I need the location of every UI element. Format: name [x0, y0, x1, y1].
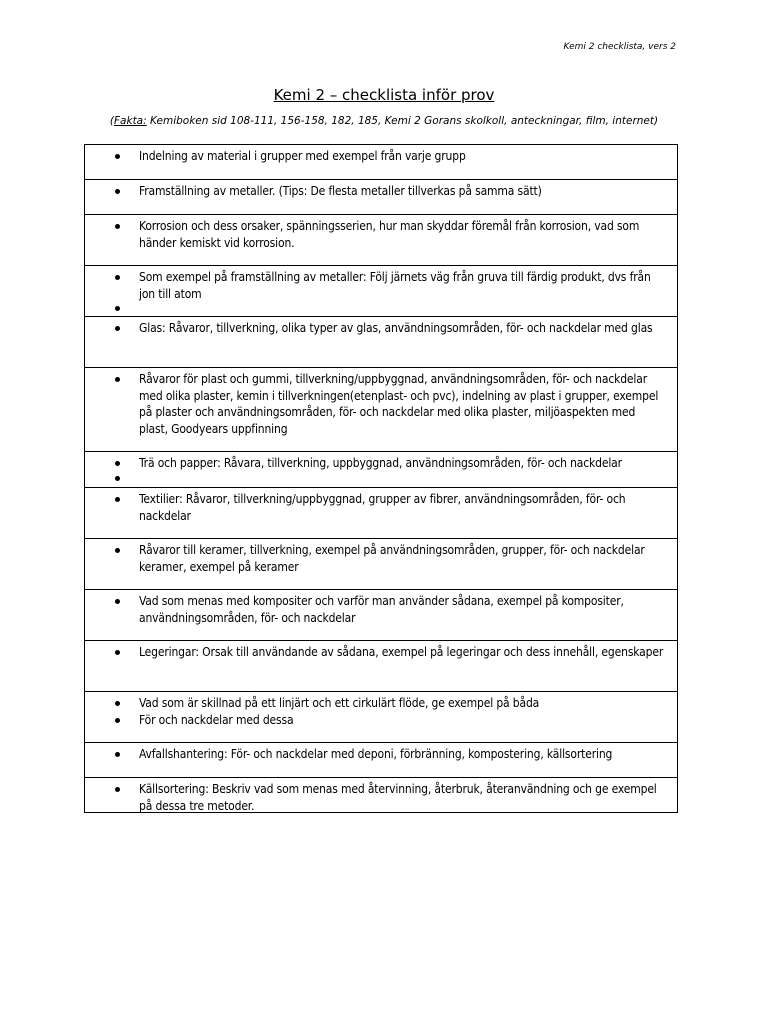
- checklist-cell: [85, 743, 678, 778]
- checklist-row: [85, 145, 678, 180]
- bullet-item-empty: [139, 302, 667, 316]
- checklist-row: [85, 692, 678, 743]
- bullet-item: Korrosion och dess orsaker, spänningsserien, hur man skyddar föremål från korrosion, vad som händer kemiskt vid korrosion.: [139, 218, 667, 251]
- bullet-item: Som exempel på framställning av metaller: Följ järnets väg från gruva till färdig produkt, dvs från jon till atom: [139, 269, 667, 302]
- checklist-row: [85, 590, 678, 641]
- checklist-row: [85, 368, 678, 452]
- fakta-label: Fakta:: [114, 115, 147, 127]
- bullet-item: Trä och papper: Råvara, tillverkning, uppbyggnad, användningsområden, för- och nackdelar: [139, 455, 667, 472]
- bullet-item: Framställning av metaller. (Tips: De flesta metaller tillverkas på samma sätt): [139, 183, 667, 200]
- bullet-item: Textilier: Råvaror, tillverkning/uppbyggnad, grupper av fibrer, användningsområden, för- och nackdelar: [139, 491, 667, 524]
- checklist-cell: [85, 641, 678, 692]
- row-content: [85, 452, 677, 487]
- checklist-row: [85, 743, 678, 778]
- bullet-item: Källsortering: Beskriv vad som menas med återvinning, återbruk, återanvändning och ge exempel på dessa tre metoder.: [139, 781, 667, 814]
- bullet-item: Legeringar: Orsak till användande av sådana, exempel på legeringar och dess innehåll, egenskaper: [139, 644, 667, 661]
- bullet-item: Avfallshantering: För- och nackdelar med deponi, förbränning, kompostering, källsortering: [139, 746, 667, 763]
- row-content: [85, 692, 677, 742]
- checklist-cell: [85, 692, 678, 743]
- checklist-cell: [85, 590, 678, 641]
- bullet-item: Vad som menas med kompositer och varför man använder sådana, exempel på kompositer, användningsområden, för- och nackdelar: [139, 593, 667, 626]
- checklist-row: [85, 180, 678, 215]
- row-content: [85, 488, 677, 538]
- subtitle-open-paren: (: [109, 115, 115, 127]
- row-content: [85, 368, 677, 451]
- row-content: [85, 641, 677, 691]
- checklist-row: [85, 488, 678, 539]
- checklist-row: [85, 778, 678, 813]
- checklist-cell: [85, 778, 678, 813]
- checklist-cell: [85, 317, 678, 368]
- row-content: [85, 317, 677, 367]
- page-title: Kemi 2 – checklista inför prov: [273, 86, 495, 104]
- checklist-table: [84, 144, 678, 813]
- page-subtitle: [0, 115, 768, 127]
- checklist-cell: [85, 539, 678, 590]
- row-content: [85, 180, 677, 214]
- checklist-cell: [85, 215, 678, 266]
- bullet-item-empty: [139, 472, 667, 486]
- checklist-cell: [85, 368, 678, 452]
- checklist-cell: [85, 488, 678, 539]
- checklist-cell: [85, 266, 678, 317]
- bullet-item: Vad som är skillnad på ett linjärt och ett cirkulärt flöde, ge exempel på båda: [139, 695, 667, 712]
- subtitle-sources: Kemiboken sid 108-111, 156-158, 182, 185, Kemi 2 Gorans skolkoll, anteckningar, film, internet): [146, 115, 659, 127]
- bullet-item: Råvaror för plast och gummi, tillverkning/uppbyggnad, användningsområden, för- och nackdelar med olika plaster, kemin i tillverkningen(etenplast- och pvc), indelning av plast i grupper, exempel på plaster och användningsområden, för- och nackdelar med olika plaster, miljöaspekten med plast, Goodyears uppfinning: [139, 371, 667, 437]
- row-content: [85, 266, 677, 316]
- checklist-row: [85, 317, 678, 368]
- row-content: [85, 743, 677, 777]
- header-note: Kemi 2 checklista, vers 2: [563, 42, 676, 52]
- row-content: [85, 590, 677, 640]
- bullet-item: Glas: Råvaror, tillverkning, olika typer av glas, användningsområden, för- och nackdelar med glas: [139, 320, 667, 337]
- checklist-row: [85, 266, 678, 317]
- bullet-item: Råvaror till keramer, tillverkning, exempel på användningsområden, grupper, för- och nackdelar keramer, exempel på keramer: [139, 542, 667, 575]
- bullet-item: Indelning av material i grupper med exempel från varje grupp: [139, 148, 667, 165]
- bullet-item: För och nackdelar med dessa: [139, 712, 667, 729]
- checklist-row: [85, 452, 678, 488]
- checklist-row: [85, 641, 678, 692]
- row-content: [85, 778, 677, 812]
- checklist-row: [85, 539, 678, 590]
- checklist-cell: [85, 180, 678, 215]
- row-content: [85, 145, 677, 179]
- checklist-cell: [85, 452, 678, 488]
- checklist-row: [85, 215, 678, 266]
- checklist-cell: [85, 145, 678, 180]
- row-content: [85, 539, 677, 589]
- row-content: [85, 215, 677, 265]
